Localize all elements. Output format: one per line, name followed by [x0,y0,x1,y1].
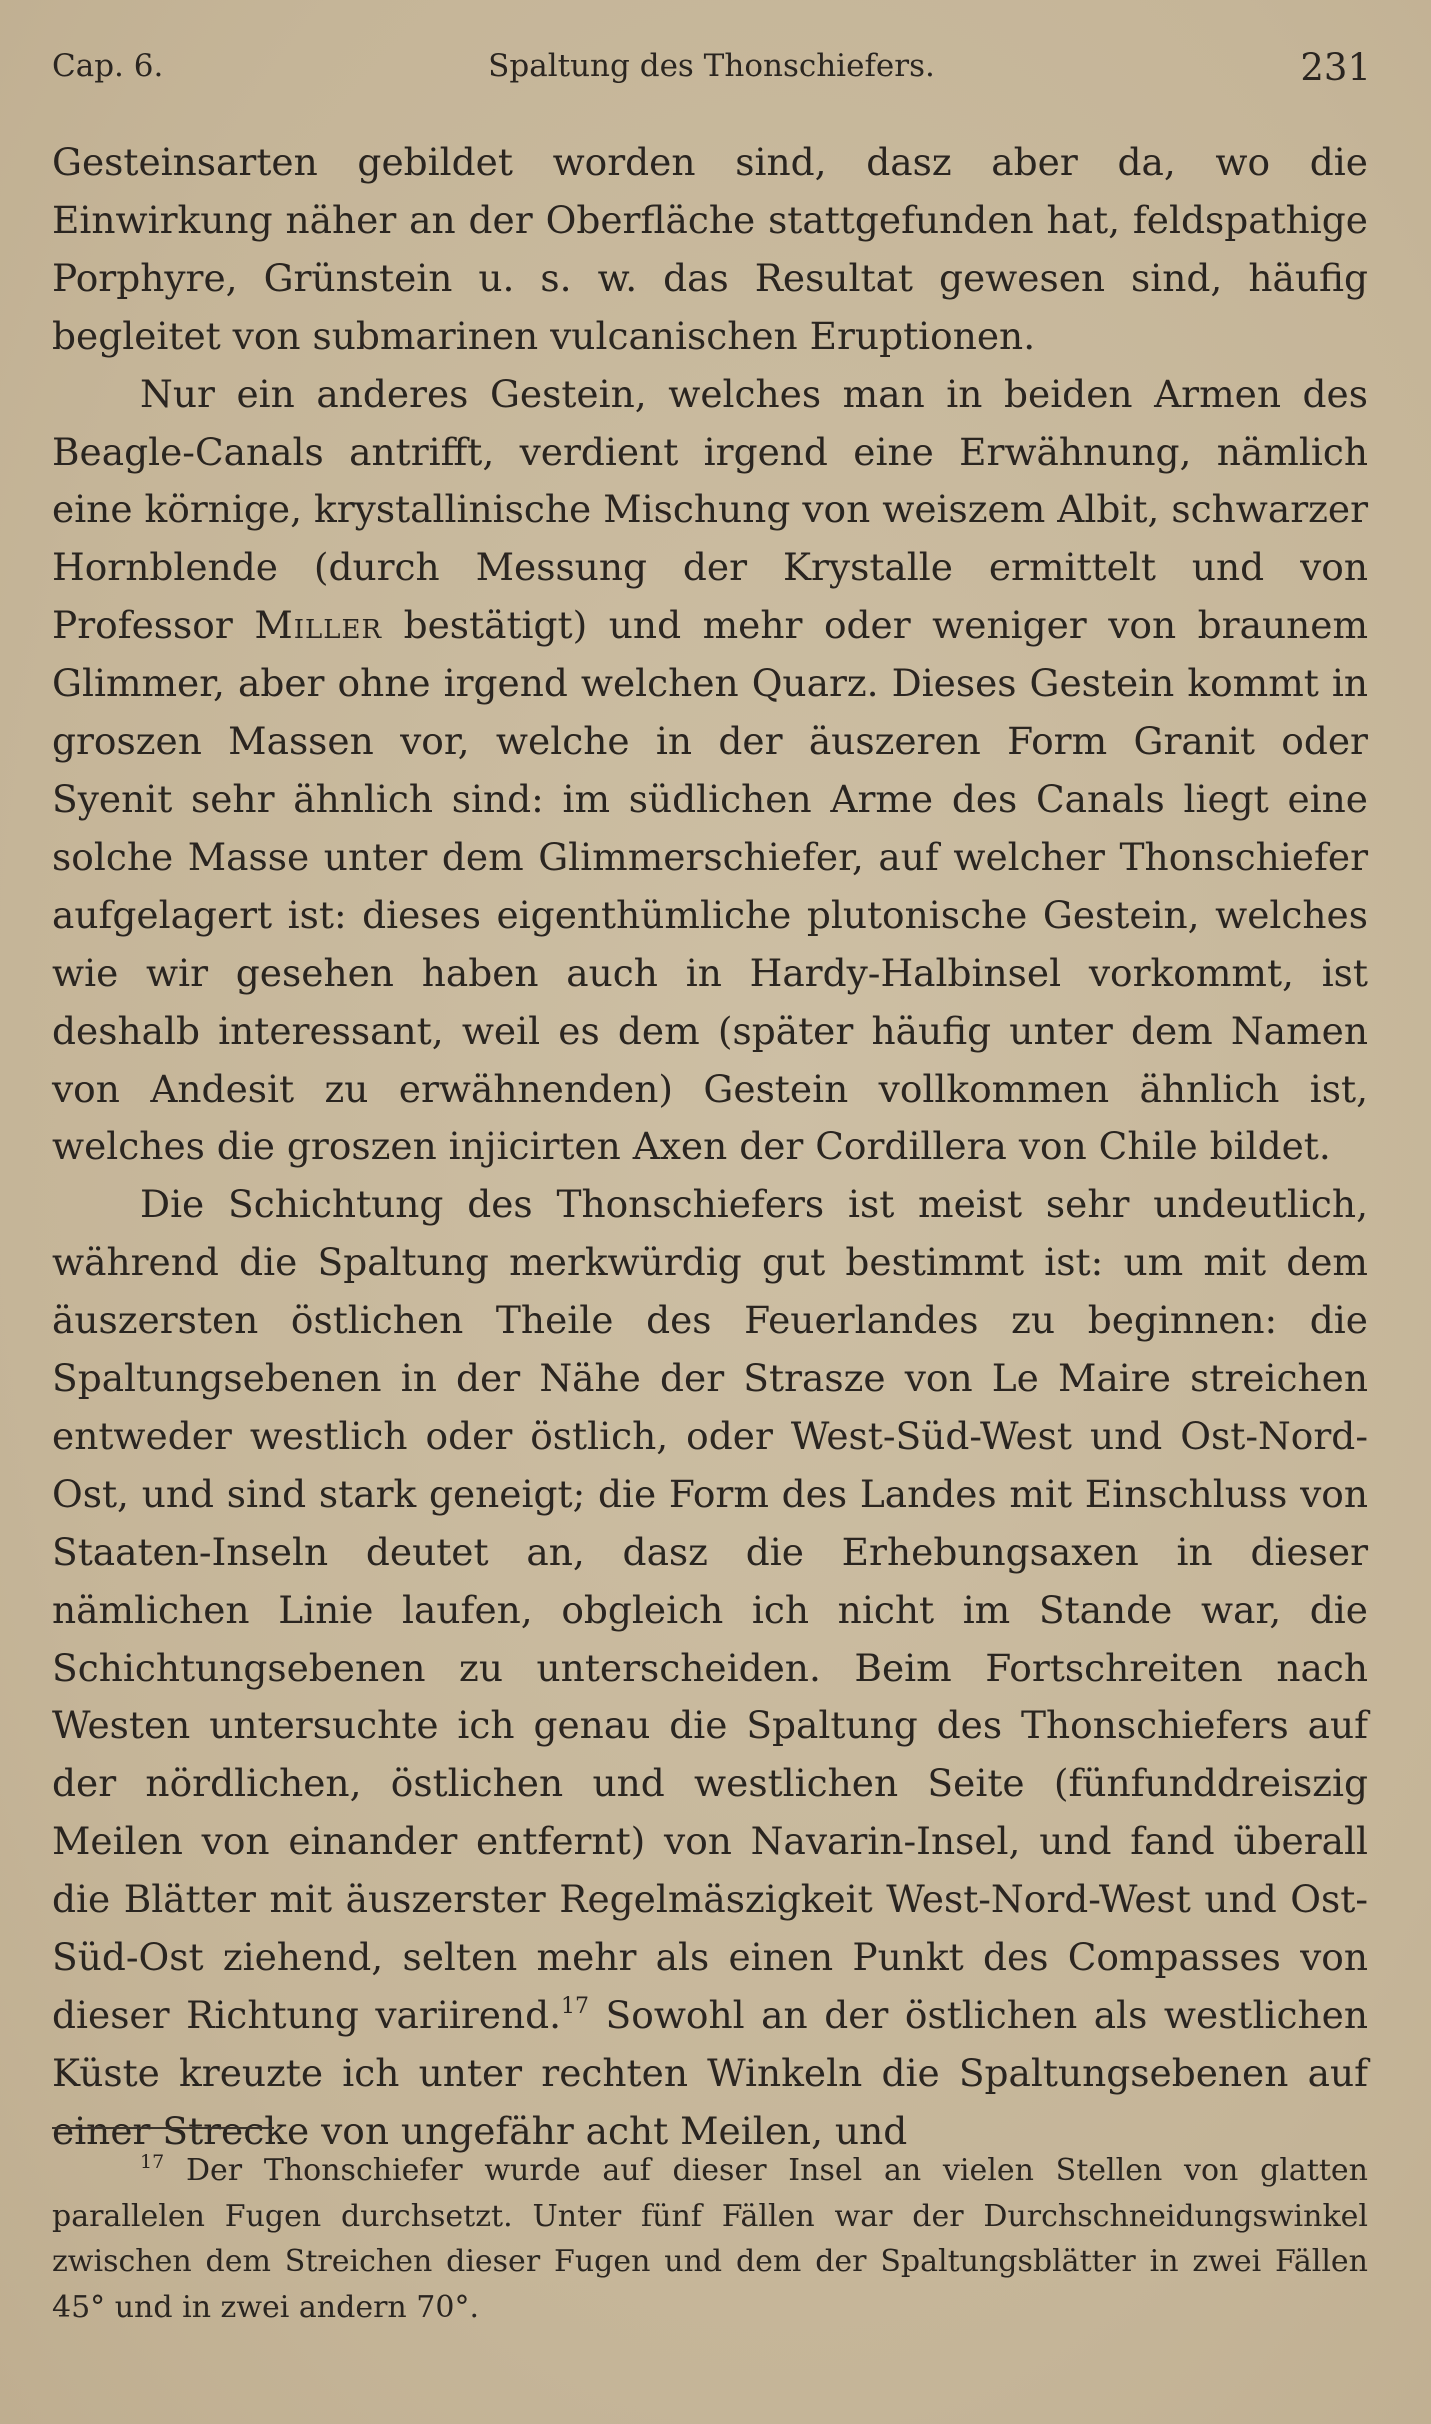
chapter-label: Cap. 6. [52,48,164,84]
author-name-miller: Miller [254,603,383,648]
paragraph-2-text-before: Nur ein anderes Gestein, welches man in beiden Armen des Beagle-Canals antrifft, verdient irgend eine Erwähnung, nämlich eine körnige, krystallinische Mischung von weiszem Albit, schwarzer Hornblende (durch Messung der Krystalle ermittelt und von Professor [52,371,1368,648]
footnote-reference[interactable]: 17 [561,1994,590,2019]
footnote-text: Der Thonschiefer wurde auf dieser Insel an vielen Stellen von glatten parallelen Fugen durchsetzt. Unter fünf Fällen war der Durchschneidungswinkel zwischen dem Streichen dieser Fugen und dem der Spaltungsblätter in zwei Fällen 45° und in zwei andern 70°. [52,2153,1368,2325]
body-text [52,134,1368,2161]
footnote-divider [52,2127,274,2129]
paragraph-2-text-after: bestätigt) und mehr oder weniger von braunem Glimmer, aber ohne irgend welchen Quarz. Dieses Gestein kommt in groszen Massen vor, welche in der äuszeren Form Granit oder Syenit sehr ähnlich sind: im südlichen Arme des Canals liegt eine solche Masse unter dem Glimmerschiefer, auf welcher Thonschiefer aufgelagert ist: dieses eigenthümliche plutonische Gestein, welches wie wir gesehen haben auch in Hardy-Halbinsel vorkommt, ist deshalb interessant, weil es dem (später häufig unter dem Namen von Andesit zu erwähnenden) Gestein vollkommen ähnlich ist, welches die groszen injicirten Axen der Cordillera von Chile bildet. [52,603,1369,1169]
paragraph-3-text-after: Sowohl an der östlichen als westlichen Küste kreuzte ich unter rechten Winkeln die Spaltungsebenen auf einer Strecke von ungefähr acht Meilen, und [52,1993,1368,2153]
footnote-paragraph [52,2148,1368,2330]
paragraph-1-text: Gesteinsarten gebildet worden sind, dasz aber da, wo die Einwirkung näher an der Oberfläche stattgefunden hat, feldspathige Porphyre, Grünstein u. s. w. das Resultat gewesen sind, häufig begleitet von submarinen vulcanischen Eruptionen. [52,140,1368,358]
paragraph-2 [52,366,1368,1177]
paragraph-3 [52,1176,1368,2160]
paragraph-3-text-before: Die Schichtung des Thonschiefers ist meist sehr undeutlich, während die Spaltung merkwürdig gut bestimmt ist: um mit dem äuszersten östlichen Theile des Feuerlandes zu beginnen: die Spaltungsebenen in der Nähe der Strasze von Le Maire streichen entweder westlich oder östlich, oder West-Süd-West und Ost-Nord-Ost, und sind stark geneigt; die Form des Landes mit Einschluss von Staaten-Inseln deutet an, dasz die Erhebungsaxen in dieser nämlichen Linie laufen, obgleich ich nicht im Stande war, die Schichtungsebenen zu unterscheiden. Beim Fortschreiten nach Westen untersuchte ich genau die Spaltung des Thonschiefers auf der nördlichen, östlichen und westlichen Seite (fünfunddreiszig Meilen von einander entfernt) von Navarin-Insel, und fand überall die Blätter mit äuszerster Regelmäszigkeit West-Nord-West und Ost-Süd-Ost ziehend, selten mehr als einen Punkt des Compasses von dieser Richtung variirend. [52,1182,1368,2037]
page-number: 231 [1300,46,1371,89]
paragraph-1 [52,134,1368,366]
footnote-marker: 17 [140,2151,165,2173]
running-title: Spaltung des Thonschiefers. [488,48,935,84]
running-header [52,44,1371,94]
footnote [52,2148,1368,2330]
